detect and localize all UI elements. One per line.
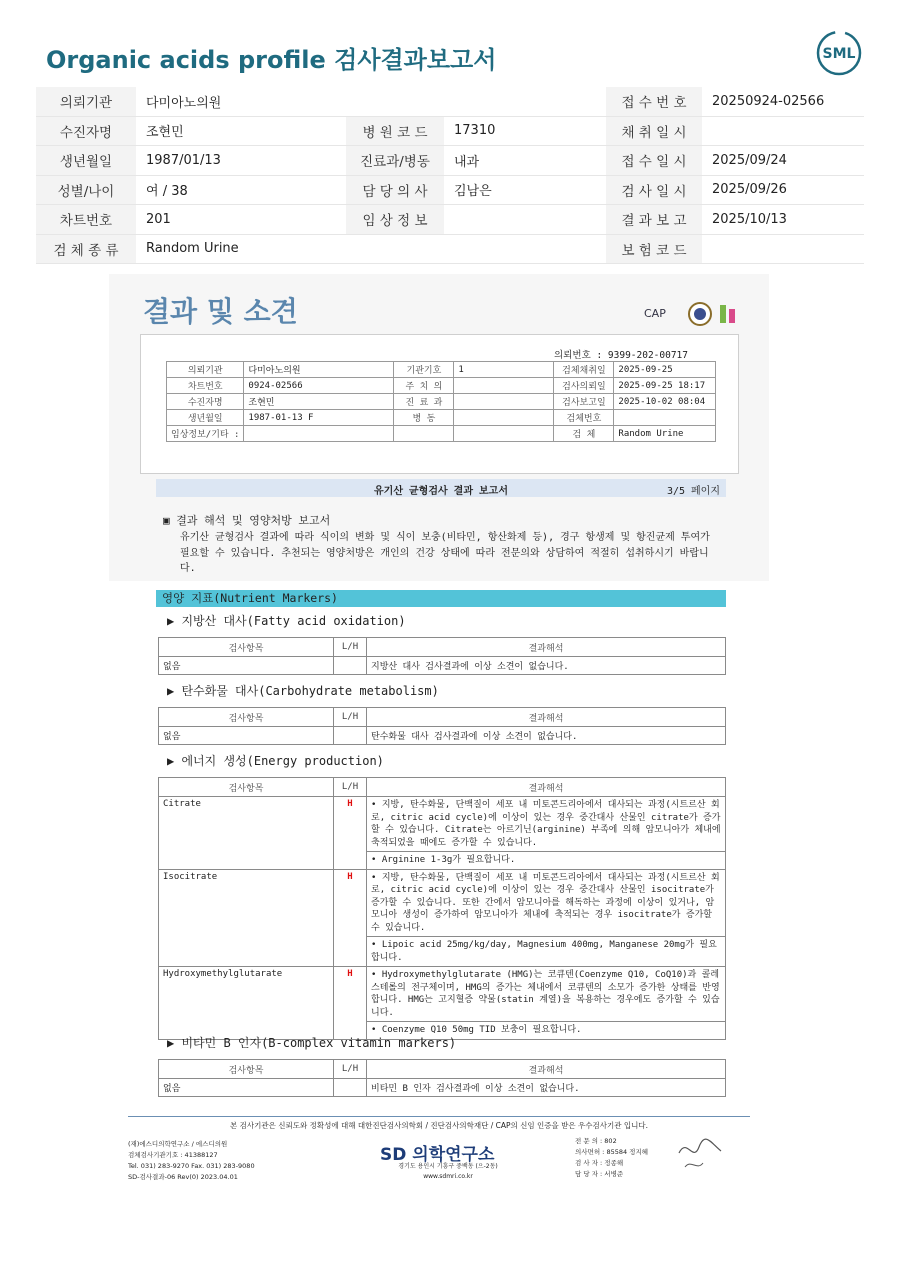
patient-row <box>36 146 864 176</box>
field-label: 성별/나이 <box>36 175 136 205</box>
field-label: 결 과 보 고 <box>606 205 702 235</box>
page-title: Organic acids profile 검사결과보고서 <box>46 46 497 74</box>
request-label: 차트번호 <box>167 378 244 394</box>
interp-cell: 지방산 대사 검사결과에 이상 소견이 없습니다. <box>367 657 726 675</box>
col-lh: L/H <box>334 638 367 657</box>
request-label: 수진자명 <box>167 394 244 410</box>
manager: 담 당 자 : 서병준 <box>575 1170 624 1178</box>
item-cell: Isocitrate <box>159 869 334 967</box>
request-value: 조현민 <box>244 394 394 410</box>
item-cell: 없음 <box>159 727 334 745</box>
field-label: 수진자명 <box>36 116 136 146</box>
footer-code: 검체검사기관기호 : 41388127 <box>128 1151 218 1159</box>
request-label: 생년월일 <box>167 410 244 426</box>
request-value: 2025-10-02 08:04 <box>614 394 716 410</box>
footer-cert: 본 검사기관은 신뢰도와 정확성에 대해 대한진단검사의학회 / 진단검사의학재단 / CAP의 신임 인증을 받은 우수검사기관 입니다. <box>230 1121 648 1130</box>
request-label: 기관기호 <box>394 362 454 378</box>
cap-logo-text: CAP <box>644 307 666 320</box>
request-value: 다미아노의원 <box>244 362 394 378</box>
field-value: 2025/09/24 <box>702 146 864 176</box>
field-value <box>444 205 606 235</box>
field-value: 2025/09/26 <box>702 175 864 205</box>
field-value: 다미아노의원 <box>136 87 346 116</box>
request-row <box>167 394 716 410</box>
field-label: 검 사 일 시 <box>606 175 702 205</box>
request-label: 검 체 <box>554 426 614 442</box>
section-carb-title: ▶ 탄수화물 대사(Carbohydrate metabolism) <box>167 684 439 698</box>
col-interp: 결과해석 <box>367 778 726 797</box>
recommendation-cell: • Coenzyme Q10 50mg TID 보충이 필요합니다. <box>367 1022 726 1040</box>
flag-cell: H <box>334 797 367 870</box>
patient-row <box>36 234 864 264</box>
col-item: 검사항목 <box>159 778 334 797</box>
field-label: 접 수 일 시 <box>606 146 702 176</box>
interp-cell: 탄수화물 대사 검사결과에 이상 소견이 없습니다. <box>367 727 726 745</box>
request-label: 검사보고일 <box>554 394 614 410</box>
field-label: 차트번호 <box>36 205 136 235</box>
section-energy-title: ▶ 에너지 생성(Energy production) <box>167 754 384 768</box>
interp-cell: • Hydroxymethylglutarate (HMG)는 코큐텐(Coenzyme Q10, CoQ10)과 콜레스테롤의 전구체이며, HMG의 증가는 체내에서 코큐텐의 소모가 증가한 상태를 반영합니다. HMG는 고지혈증 약물(statin 계열)을 복용하는 경우에도 증가할 수 있습니다. <box>367 967 726 1022</box>
field-value: 김남은 <box>444 175 606 205</box>
section-fatty-acid-title: ▶ 지방산 대사(Fatty acid oxidation) <box>167 614 406 628</box>
field-value: 20250924-02566 <box>702 87 864 116</box>
request-label <box>394 426 454 442</box>
interp-cell: • 지방, 탄수화물, 단백질이 세포 내 미토콘드리아에서 대사되는 과정(시트르산 회로, citric acid cycle)에 이상이 있는 경우 중간대사 산물인 isocitrate가 증가할 수 있습니다. 또한 간에서 암모니아를 해독하는 과정에 이상이 있거나, 암모니아 생성이 증가하여 암모니아가 체내에 축적되는 경우 isocitrate가 증가할 수 있습니다. <box>367 869 726 937</box>
field-label: 진료과/병동 <box>346 146 444 176</box>
field-value: 2025/10/13 <box>702 205 864 235</box>
interpretation-text: 유기산 균형검사 결과에 따라 식이의 변화 및 식이 보충(비타민, 항산화제 등), 경구 항생제 및 항진균제 투여가 필요할 수 있습니다. 추천되는 영양처방은 개인의 건강 상태에 따라 전문의와 상담하여 적절히 섭취하시기 바랍니다. <box>180 532 710 574</box>
request-value: 1987-01-13 F <box>244 410 394 426</box>
request-label: 주 치 의 <box>394 378 454 394</box>
request-label: 진 료 과 <box>394 394 454 410</box>
certification-logos-icon <box>632 301 742 327</box>
patient-row <box>36 205 864 235</box>
field-value: 17310 <box>444 116 606 146</box>
report-title-band <box>156 479 726 497</box>
table-row <box>159 797 726 852</box>
field-value: 여 / 38 <box>136 175 346 205</box>
request-value: 0924-02566 <box>244 378 394 394</box>
request-row <box>167 378 716 394</box>
sml-logo-icon <box>816 30 862 76</box>
item-cell: Hydroxymethylglutarate <box>159 967 334 1040</box>
col-item: 검사항목 <box>159 638 334 657</box>
request-number: 의뢰번호 : 9399-202-00717 <box>554 350 688 361</box>
request-label: 의뢰기관 <box>167 362 244 378</box>
item-cell: Citrate <box>159 797 334 870</box>
interp-cell: • 지방, 탄수화물, 단백질이 세포 내 미토콘드리아에서 대사되는 과정(시트르산 회로, citric acid cycle)에 이상이 있는 경우 중간대사 산물인 citrate가 증가할 수 있습니다. Citrate는 아르기닌(arginine) 부족에 의해 암모니아가 체내에 축적되었을 때에도 증가할 수 있습니다. <box>367 797 726 852</box>
field-label <box>346 234 444 264</box>
request-info-table <box>166 361 716 442</box>
request-value <box>244 426 394 442</box>
col-item: 검사항목 <box>159 708 334 727</box>
request-value <box>614 410 716 426</box>
report-heading: 결과 및 소견 <box>143 295 298 328</box>
field-value: 내과 <box>444 146 606 176</box>
item-cell: 없음 <box>159 1079 334 1097</box>
request-row <box>167 362 716 378</box>
footer-left <box>128 1139 255 1183</box>
nutrient-markers-band: 영양 지표(Nutrient Markers) <box>156 590 726 607</box>
footer-url: www.sdmri.co.kr <box>423 1173 473 1180</box>
interpretation-title: ▣ 결과 해석 및 영양처방 보고서 <box>163 514 331 527</box>
interp-cell: 비타민 B 인자 검사결과에 이상 소견이 없습니다. <box>367 1079 726 1097</box>
field-value: 201 <box>136 205 346 235</box>
flag-cell: H <box>334 869 367 967</box>
request-info-box <box>140 334 739 474</box>
field-value: Random Urine <box>136 234 346 264</box>
fatty-acid-table <box>158 637 726 675</box>
field-label: 채 취 일 시 <box>606 116 702 146</box>
field-label <box>346 87 444 116</box>
carb-table <box>158 707 726 745</box>
specialist: 전 문 의 : 802 <box>575 1137 617 1145</box>
footer-divider <box>128 1116 750 1117</box>
request-label: 검체채취일 <box>554 362 614 378</box>
table-row <box>159 967 726 1022</box>
request-value <box>454 410 554 426</box>
section-vitb-title: ▶ 비타민 B 인자(B-complex vitamin markers) <box>167 1036 457 1050</box>
request-row <box>167 426 716 442</box>
field-value <box>702 234 864 264</box>
field-label: 검 체 종 류 <box>36 234 136 264</box>
request-label: 검체번호 <box>554 410 614 426</box>
field-value: 조현민 <box>136 116 346 146</box>
request-value <box>454 378 554 394</box>
item-cell: 없음 <box>159 657 334 675</box>
request-label: 병 동 <box>394 410 454 426</box>
patient-row <box>36 116 864 146</box>
field-label: 생년월일 <box>36 146 136 176</box>
request-value: 2025-09-25 <box>614 362 716 378</box>
footer-org: (재)에스디의학연구소 / 에스디의원 <box>128 1140 228 1148</box>
col-interp: 결과해석 <box>367 638 726 657</box>
request-label: 임상정보/기타 : <box>167 426 244 442</box>
request-row <box>167 410 716 426</box>
patient-info-table <box>36 87 864 264</box>
field-value <box>444 87 606 116</box>
col-interp: 결과해석 <box>367 1060 726 1079</box>
col-lh: L/H <box>334 708 367 727</box>
sd-brand: SD 의학연구소 <box>380 1145 495 1165</box>
patient-row <box>36 175 864 205</box>
footer-signatures <box>575 1136 648 1180</box>
field-label: 보 험 코 드 <box>606 234 702 264</box>
field-value <box>702 116 864 146</box>
col-interp: 결과해석 <box>367 708 726 727</box>
field-value: 1987/01/13 <box>136 146 346 176</box>
doctor-license: 의사면허 : 85584 정지혜 <box>575 1148 649 1156</box>
col-lh: L/H <box>334 1060 367 1079</box>
signature-icon <box>675 1133 725 1173</box>
recommendation-cell: • Arginine 1-3g가 필요합니다. <box>367 852 726 870</box>
footer-address: 경기도 용인시 기흥구 중백동 (으-2동) <box>398 1163 498 1170</box>
tester: 검 사 자 : 정종해 <box>575 1159 624 1167</box>
field-label: 담 당 의 사 <box>346 175 444 205</box>
energy-table <box>158 777 726 1040</box>
sml-logo-text: SML <box>822 46 856 62</box>
request-label: 검사의뢰일 <box>554 378 614 394</box>
table-row <box>159 869 726 937</box>
recommendation-cell: • Lipoic acid 25mg/kg/day, Magnesium 400mg, Manganese 20mg가 필요합니다. <box>367 937 726 967</box>
request-value: 2025-09-25 18:17 <box>614 378 716 394</box>
report-title: 유기산 균형검사 결과 보고서 <box>374 486 508 497</box>
page-indicator: 3/5 페이지 <box>666 486 720 497</box>
flag-cell: H <box>334 967 367 1040</box>
col-lh: L/H <box>334 778 367 797</box>
footer-form: SD-검사결과-06 Rev(0) 2023.04.01 <box>128 1173 238 1181</box>
field-label: 병 원 코 드 <box>346 116 444 146</box>
request-value: 1 <box>454 362 554 378</box>
request-value: Random Urine <box>614 426 716 442</box>
field-label: 접 수 번 호 <box>606 87 702 116</box>
patient-row <box>36 87 864 116</box>
request-value <box>454 394 554 410</box>
col-item: 검사항목 <box>159 1060 334 1079</box>
request-value <box>454 426 554 442</box>
field-value <box>444 234 606 264</box>
field-label: 임 상 정 보 <box>346 205 444 235</box>
vitb-table <box>158 1059 726 1097</box>
field-label: 의뢰기관 <box>36 87 136 116</box>
footer-phone: Tel. 031) 283-9270 Fax. 031) 283-9080 <box>128 1162 255 1170</box>
sd-address <box>378 1162 518 1182</box>
